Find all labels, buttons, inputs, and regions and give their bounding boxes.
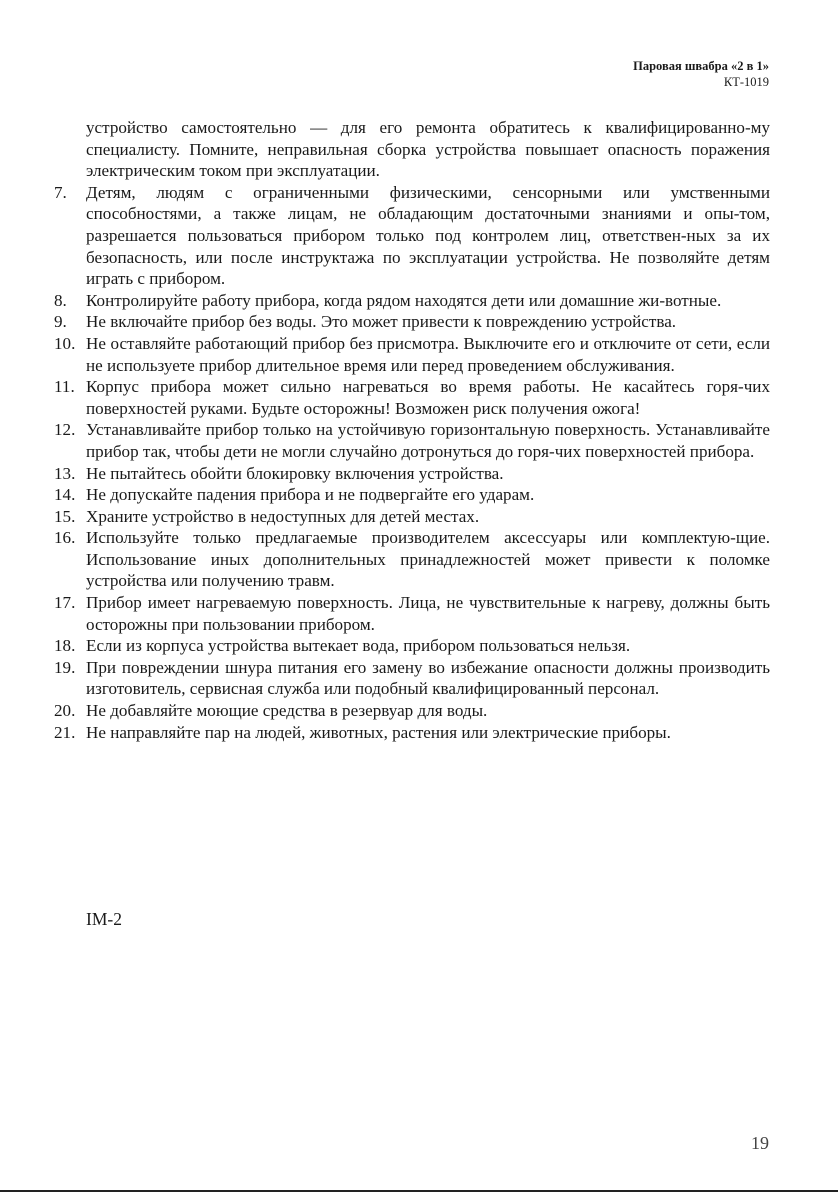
- continued-paragraph: устройство самостоятельно — для его ремонта обратитесь к квалифицированно-му специалисту. Помните, неправильная сборка устройства повышает опасность поражения электрическим током при эксплуатации.: [86, 118, 770, 181]
- list-item: [54, 635, 770, 657]
- item-number: 8.: [54, 290, 67, 310]
- item-text: Не включайте прибор без воды. Это может привести к повреждению устройства.: [86, 312, 677, 332]
- item-number: 20.: [54, 701, 76, 721]
- item-number: 7.: [54, 182, 67, 202]
- list-item: [54, 700, 770, 722]
- item-number: 16.: [54, 528, 76, 548]
- list-item: [54, 311, 770, 333]
- item-number: 14.: [54, 485, 76, 505]
- list-item: [54, 290, 770, 312]
- instructions-body: [54, 117, 770, 743]
- list-item: [54, 376, 770, 419]
- page-header: [633, 58, 769, 90]
- list-item: [54, 527, 770, 592]
- item-number: 21.: [54, 722, 76, 742]
- item-text: Прибор имеет нагреваемую поверхность. Лица, не чувствительные к нагреву, должны быть осторожны при пользовании прибором.: [86, 593, 770, 634]
- item-text: При повреждении шнура питания его замену во избежание опасности должны производить изготовитель, сервисная служба или подобный квалифицированный персонал.: [86, 657, 770, 699]
- item-number: 9.: [54, 312, 67, 332]
- item-text: Корпус прибора может сильно нагреваться во время работы. Не касайтесь горя-чих поверхностей руками. Будьте осторожны! Возможен риск получения ожога!: [86, 377, 770, 418]
- bottom-rule: [0, 1190, 838, 1192]
- item-number: 15.: [54, 506, 76, 526]
- list-item: [54, 484, 770, 506]
- item-text: Не направляйте пар на людей, животных, растения или электрические приборы.: [86, 722, 671, 742]
- list-item: [54, 657, 770, 700]
- page-number: 19: [751, 1133, 769, 1153]
- list-item: [54, 722, 770, 744]
- item-text: Не пытайтесь обойти блокировку включения устройства.: [86, 463, 504, 483]
- item-text: Храните устройство в недоступных для детей местах.: [86, 506, 480, 526]
- item-number: 19.: [54, 657, 76, 677]
- item-text: Не допускайте падения прибора и не подвергайте его ударам.: [86, 485, 535, 505]
- item-number: 13.: [54, 463, 76, 483]
- list-item: [54, 463, 770, 485]
- manual-code: IM-2: [86, 909, 122, 929]
- item-text: Если из корпуса устройства вытекает вода, прибором пользоваться нельзя.: [86, 636, 631, 656]
- item-text: Не добавляйте моющие средства в резервуар для воды.: [86, 701, 488, 721]
- item-text: Не оставляйте работающий прибор без присмотра. Выключите его и отключите от сети, если не используете прибор длительное время или перед проведением обслуживания.: [86, 333, 770, 375]
- item-number: 11.: [54, 377, 75, 397]
- item-number: 12.: [54, 420, 76, 440]
- item-text: Используйте только предлагаемые производителем аксессуары или комплектую-щие. Использование иных дополнительных принадлежностей может привести к поломке устройства или получению травм.: [86, 528, 770, 591]
- item-number: 18.: [54, 636, 76, 656]
- list-item: [54, 182, 770, 290]
- list-item: [54, 333, 770, 376]
- item-number: 17.: [54, 593, 76, 613]
- item-text: Устанавливайте прибор только на устойчивую горизонтальную поверхность. Устанавливайте прибор так, чтобы дети не могли случайно дотронуться до горя-чих поверхностей прибора.: [86, 420, 770, 461]
- list-item: [54, 506, 770, 528]
- item-text: Контролируйте работу прибора, когда рядом находятся дети или домашние жи-вотные.: [86, 290, 722, 310]
- list-item: [54, 419, 770, 462]
- model-number: КТ-1019: [723, 75, 769, 89]
- product-title: Паровая швабра «2 в 1»: [633, 59, 769, 73]
- safety-list: [54, 182, 770, 743]
- list-item: [54, 592, 770, 635]
- item-number: 10.: [54, 333, 76, 353]
- item-text: Детям, людям с ограниченными физическими, сенсорными или умственными способностями, а также лицам, не обладающим достаточными знаниями и опы-том, разрешается пользоваться прибором только под контролем лиц, ответствен-ных за их безопасность, или после инструктажа по эксплуатации устройства. Не позволяйте детям играть с прибором.: [86, 182, 770, 289]
